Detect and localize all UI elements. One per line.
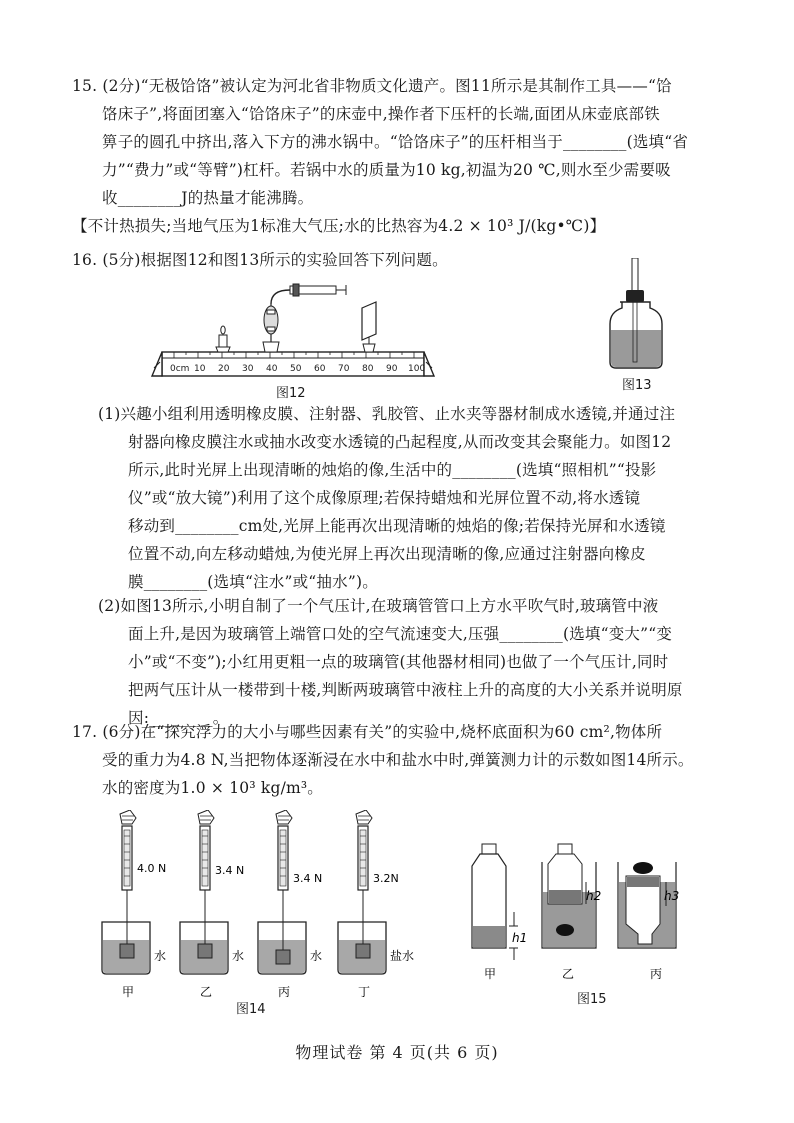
liquid-yi: 水 (232, 949, 245, 963)
q16-1-line: 膜________(选填“注水”或“抽水”)。 (128, 573, 378, 591)
bottle-jia (472, 844, 527, 981)
figure-14-spring-scales (100, 810, 430, 1010)
q15-line: 15. (2分)“无极饸饹”被认定为河北省非物质文化遗产。图11所示是其制作工具——“饸 (72, 77, 672, 95)
figure-13-barometer (606, 258, 666, 373)
q15-line: 收________J的热量才能沸腾。 (102, 189, 314, 207)
q16-1-line: 射器向橡皮膜注水或抽水改变水透镜的凸起程度,从而改变其会聚能力。如图12 (128, 433, 672, 451)
container-bing (618, 862, 679, 981)
h1-label: h1 (512, 931, 528, 945)
label-bing: 丙 (278, 985, 291, 999)
q16-2-line: 把两气压计从一楼带到十楼,判断两玻璃管中液柱上升的高度的大小关系并说明原 (128, 681, 683, 699)
reading-yi: 3.4 N (215, 864, 245, 877)
q15-line: 饹床子”,将面团塞入“饸饹床子”的床壶中,操作者下压杆的长端,面团从床壶底部铁 (102, 105, 660, 123)
reading-bing: 3.4 N (293, 872, 323, 885)
label-ding: 丁 (358, 985, 371, 999)
fig15-label-jia: 甲 (484, 967, 497, 981)
candle (216, 326, 230, 352)
q16-1-line: (1)兴趣小组利用透明橡皮膜、注射器、乳胶管、止水夹等器材制成水透镜,并通过注 (98, 405, 676, 423)
q16-1-line: 位置不动,向左移动蜡烛,为使光屏上再次出现清晰的像,应通过注射器向橡皮 (128, 545, 646, 563)
figure-15-caption: 图15 (577, 992, 607, 1007)
q16-1-line: 移动到________cm处,光屏上能再次出现清晰的烛焰的像;若保持光屏和水透镜 (128, 517, 666, 535)
ruler-label: 80 (362, 364, 374, 374)
ruler-label: 50 (290, 364, 302, 374)
question-15 (72, 72, 732, 240)
figure-14-caption: 图14 (236, 1002, 266, 1017)
figure-12-caption: 图12 (276, 386, 306, 401)
scale-yi (180, 810, 244, 999)
ruler-label: 60 (314, 364, 326, 374)
figure-15-bottles (462, 842, 692, 990)
figure-12-optical-bench (150, 282, 435, 387)
scale-jia (102, 810, 166, 999)
q15-line: 力”“费力”或“等臂”)杠杆。若锅中水的质量为10 kg,初温为20 ℃,则水至少需要吸 (102, 161, 671, 179)
ruler-label: 70 (338, 364, 350, 374)
q16-1-line: 仪”或“放大镜”)利用了这个成像原理;若保持蜡烛和光屏位置不动,将水透镜 (128, 489, 641, 507)
h2-label: h2 (586, 889, 602, 903)
label-yi: 乙 (200, 985, 213, 999)
reading-jia: 4.0 N (137, 862, 167, 875)
liquid-jia: 水 (154, 949, 167, 963)
water-lens (263, 284, 346, 352)
q16-2-line: (2)如图13所示,小明自制了一个气压计,在玻璃管管口上方水平吹气时,玻璃管中液 (98, 597, 659, 615)
q17-line: 水的密度为1.0 × 10³ kg/m³。 (102, 779, 324, 797)
q15-note: 【不计热损失;当地气压为1标准大气压;水的比热容为4.2 × 10³ J/(kg•℃)】 (72, 217, 606, 235)
h3-label: h3 (664, 889, 680, 903)
question-16-part-2 (98, 592, 734, 732)
liquid-ding: 盐水 (390, 949, 415, 963)
q16-2-line: 面上升,是因为玻璃管上端管口处的空气流速变大,压强________(选填“变大”“变 (128, 625, 673, 643)
figure-13-caption: 图13 (622, 378, 652, 393)
q16-title: 16. (5分)根据图12和图13所示的实验回答下列问题。 (72, 251, 448, 269)
ruler-label: 90 (386, 364, 398, 374)
fig15-label-yi: 乙 (562, 967, 575, 981)
label-jia: 甲 (122, 985, 135, 999)
q17-line: 17. (6分)在“探究浮力的大小与哪些因素有关”的实验中,烧杯底面积为60 cm²,物体所 (72, 723, 663, 741)
question-17 (72, 718, 732, 802)
ruler-label: 100 (408, 364, 426, 374)
q17-line: 受的重力为4.8 N,当把物体逐渐浸在水中和盐水中时,弹簧测力计的示数如图14所示。 (102, 751, 694, 769)
q16-1-line: 所示,此时光屏上出现清晰的烛焰的像,生活中的________(选填“照相机”“投影 (128, 461, 657, 479)
ruler-label: 20 (218, 364, 230, 374)
q15-line: 箅子的圆孔中挤出,落入下方的沸水锅中。“饸饹床子”的压杆相当于________(选填“省 (102, 133, 689, 151)
q16-2-line: 因:________。 (128, 709, 229, 727)
scale-ding (338, 810, 414, 999)
light-screen (362, 302, 376, 352)
scale-bing (258, 810, 322, 999)
container-yi (542, 844, 601, 981)
ruler-label: 10 (194, 364, 206, 374)
reading-ding: 3.2N (373, 872, 399, 885)
page-footer: 物理试卷 第 4 页(共 6 页) (295, 1043, 499, 1062)
ruler-label: 40 (266, 364, 278, 374)
question-16-part-1 (98, 400, 734, 596)
fig15-label-bing: 丙 (650, 967, 663, 981)
ruler-label: 30 (242, 364, 254, 374)
liquid-bing: 水 (310, 949, 323, 963)
q16-2-line: 小”或“不变”);小红用更粗一点的玻璃管(其他器材相同)也做了一个气压计,同时 (128, 653, 669, 671)
ruler-label: 0cm (170, 364, 190, 374)
